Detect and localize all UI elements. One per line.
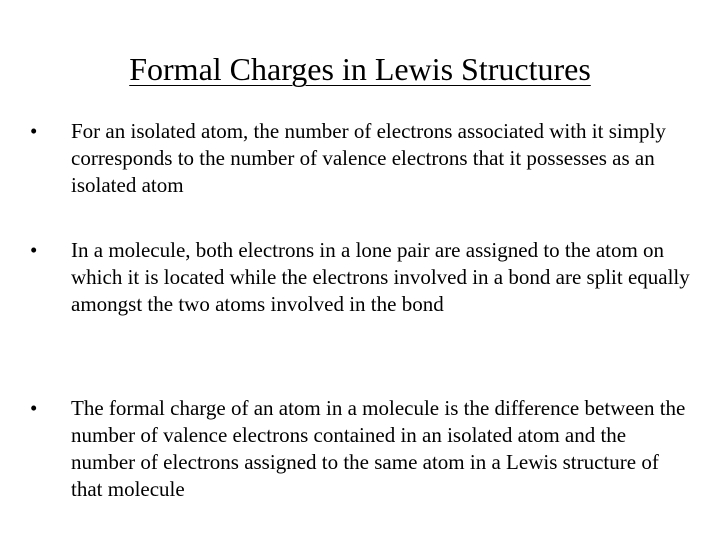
bullet-text: The formal charge of an atom in a molecule is the difference between the number of valence electrons contained in an isolated atom and the number of electrons assigned to the same atom in a Lewis structure of that molecule <box>71 396 686 501</box>
bullet-marker: • <box>30 238 38 262</box>
bullet-item <box>30 395 690 503</box>
bullet-item <box>30 237 690 318</box>
bullet-text: For an isolated atom, the number of electrons associated with it simply corresponds to the number of valence electrons that it possesses as an isolated atom <box>71 119 666 197</box>
bullet-text: In a molecule, both electrons in a lone pair are assigned to the atom on which it is located while the electrons involved in a bond are split equally amongst the two atoms involved in the bond <box>71 238 690 316</box>
bullet-marker: • <box>30 396 38 420</box>
bullet-marker: • <box>30 119 38 143</box>
slide-title: Formal Charges in Lewis Structures <box>129 51 591 87</box>
bullet-item <box>30 118 690 199</box>
